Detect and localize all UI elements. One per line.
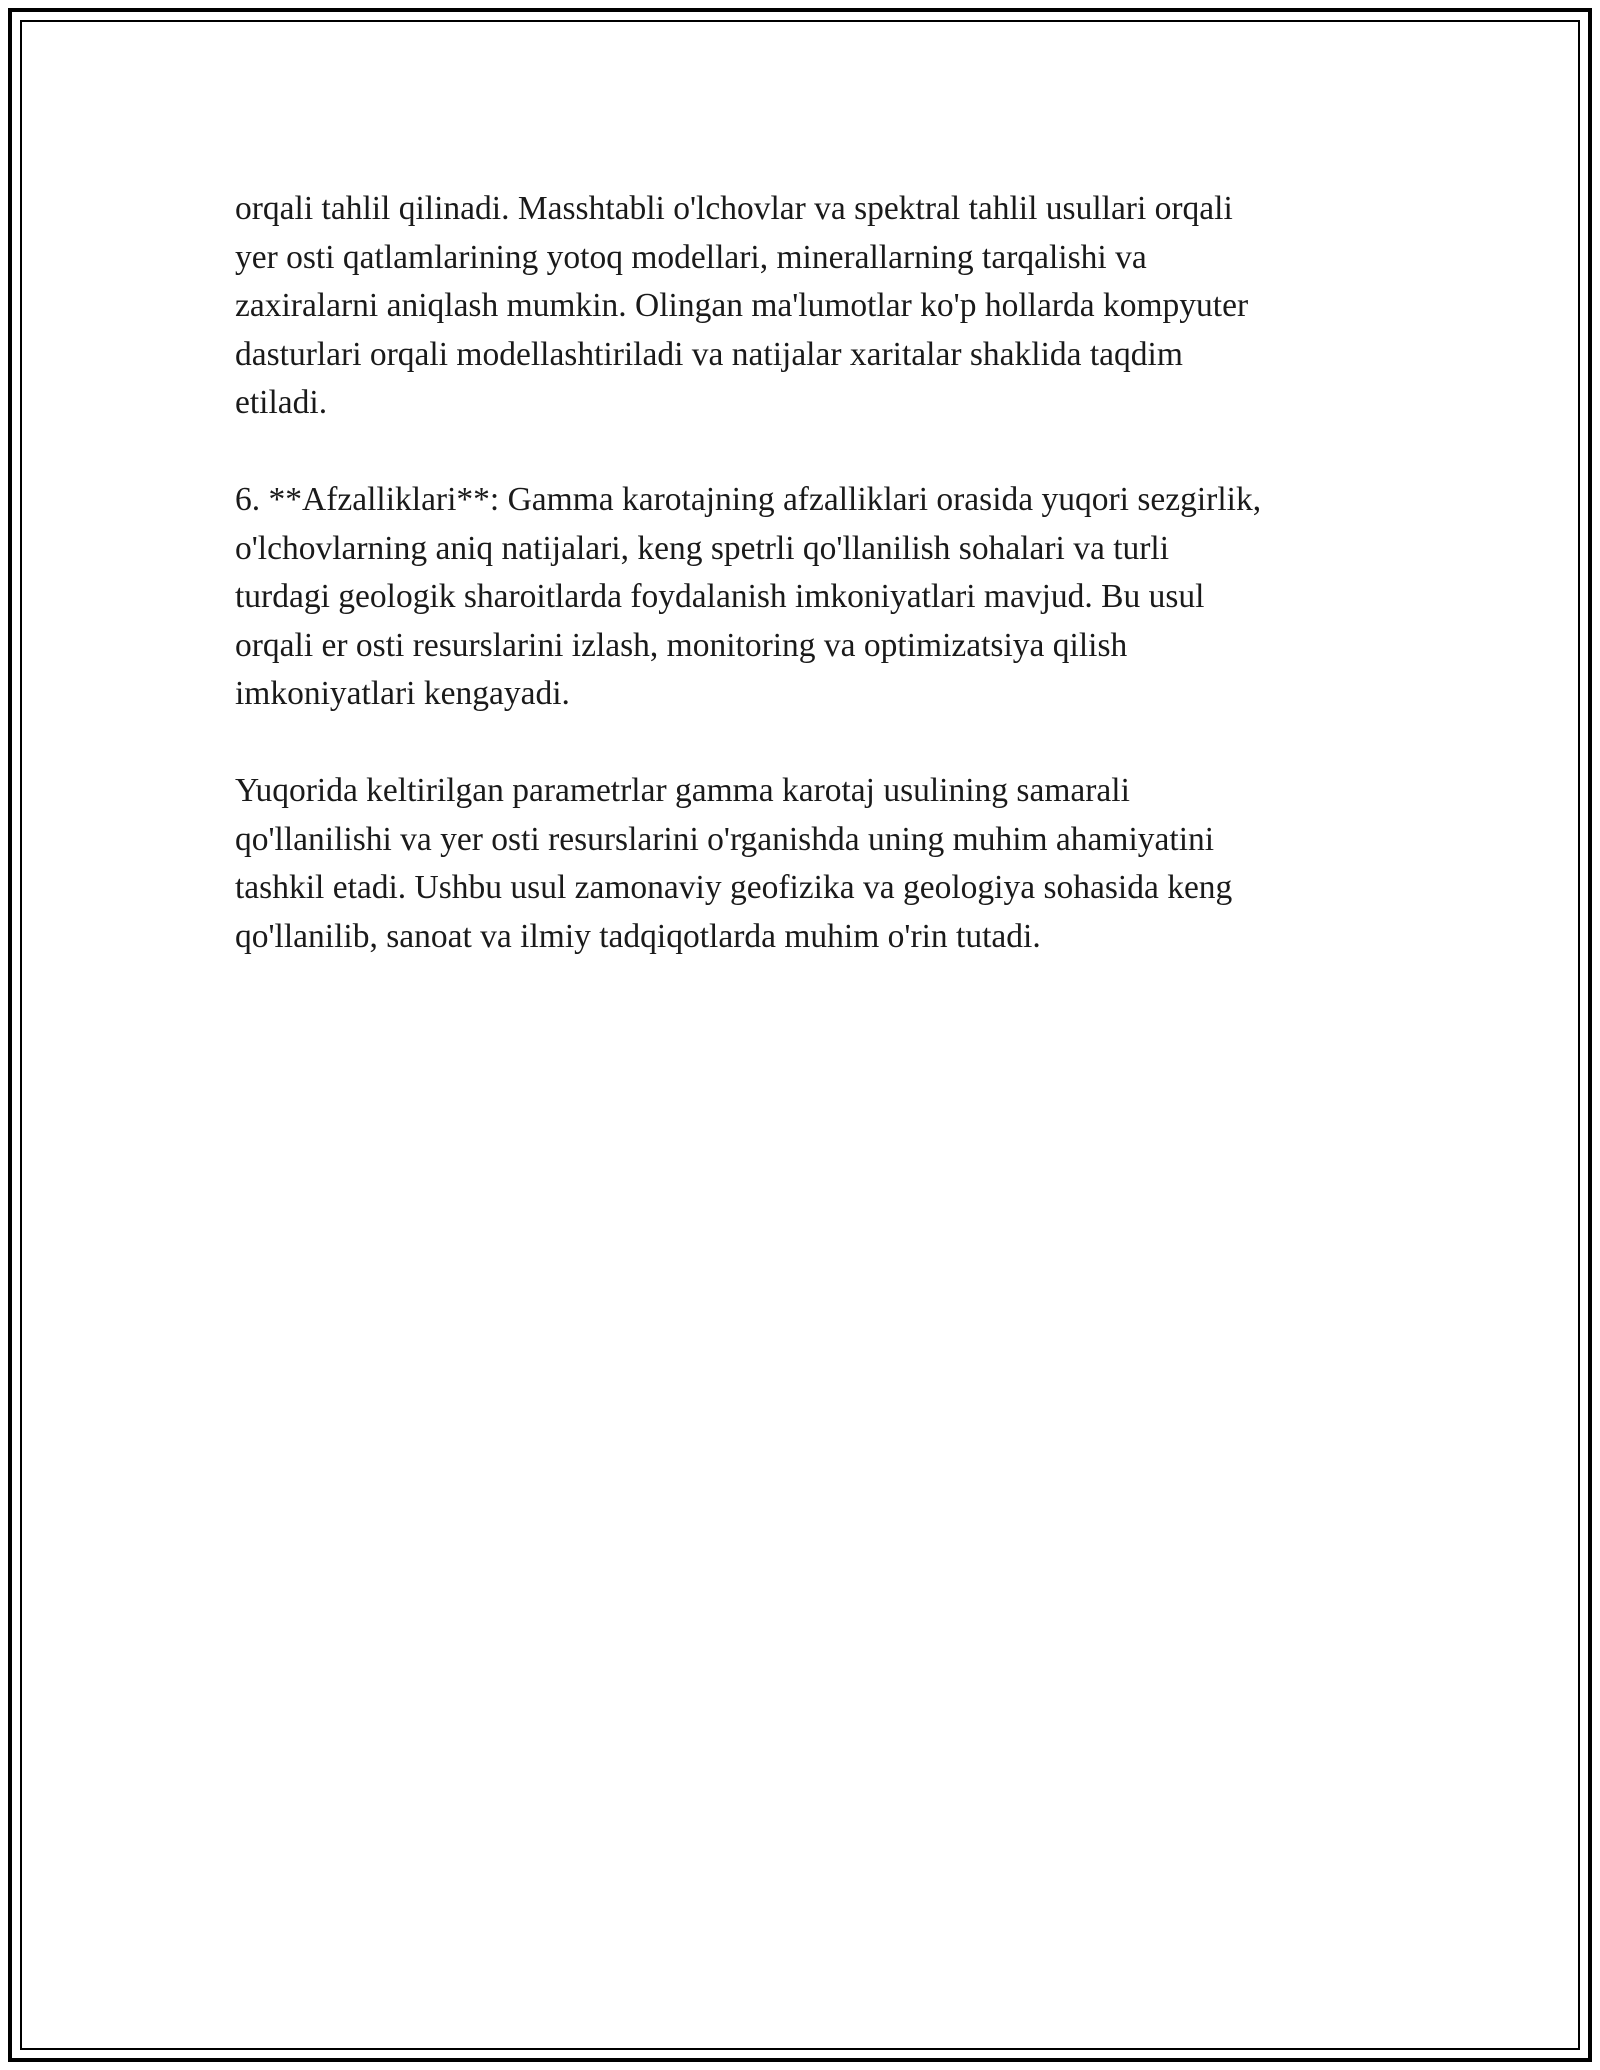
paragraph-analysis [235, 185, 1375, 428]
text-line: turdagi geologik sharoitlarda foydalanish imkoniyatlari mavjud. Bu usul [235, 578, 1205, 615]
paragraph-conclusion [235, 767, 1375, 961]
text-line: imkoniyatlari kengayadi. [235, 675, 570, 712]
text-line: o'lchovlarning aniq natijalari, keng spetrli qo'llanilish sohalari va turli [235, 529, 1170, 567]
text-line: etiladi. [235, 384, 328, 421]
text-line: dasturlari orqali modellashtiriladi va natijalar xaritalar shaklida taqdim [235, 335, 1183, 373]
document-body [235, 185, 1375, 1010]
paragraph-advantages [235, 476, 1375, 719]
text-line: Yuqorida keltirilgan parametrlar gamma karotaj usulining samarali [235, 772, 1130, 809]
text-line: zaxiralarni aniqlash mumkin. Olingan ma'lumotlar ko'p hollarda kompyuter [235, 287, 1249, 324]
text-line: tashkil etadi. Ushbu usul zamonaviy geofizika va geologiya sohasida keng [235, 869, 1233, 906]
text-line: 6. **Afzalliklari**: Gamma karotajning afzalliklari orasida yuqori sezgirlik, [235, 481, 1262, 518]
text-line: yer osti qatlamlarining yotoq modellari, minerallarning tarqalishi va [235, 238, 1147, 276]
text-line: orqali tahlil qilinadi. Masshtabli o'lchovlar va spektral tahlil usullari orqali [235, 190, 1233, 227]
text-line: qo'llanilishi va yer osti resurslarini o'rganishda uning muhim ahamiyatini [235, 820, 1215, 858]
text-line: qo'llanilib, sanoat va ilmiy tadqiqotlarda muhim o'rin tutadi. [235, 917, 1041, 955]
text-line: orqali er osti resurslarini izlash, monitoring va optimizatsiya qilish [235, 626, 1128, 664]
